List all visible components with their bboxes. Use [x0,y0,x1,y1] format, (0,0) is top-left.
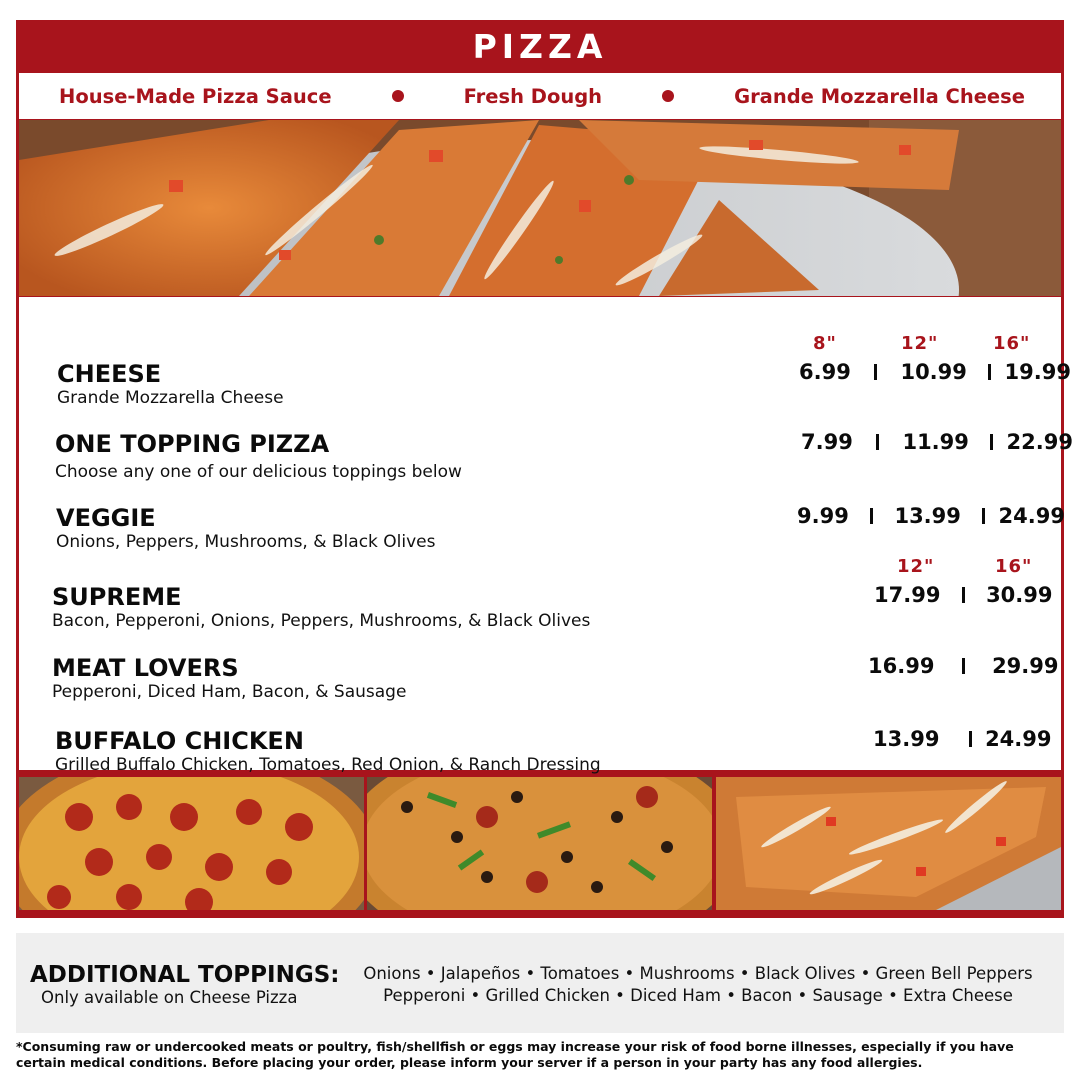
menu-panel [19,297,1073,775]
size-label-16: 16" [993,333,1031,354]
item-description: Bacon, Pepperoni, Onions, Peppers, Mushrooms, & Black Olives [52,611,591,631]
item-name: MEAT LOVERS [52,654,239,682]
feature-dough: Fresh Dough [463,84,603,108]
menu-item-supreme [52,585,590,631]
item-description: Grilled Buffalo Chicken, Tomatoes, Red Onion, & Ranch Dressing [55,755,601,775]
price-12: 16.99 [868,654,935,678]
menu-frame [16,20,1073,918]
feature-cheese: Grande Mozzarella Cheese [734,84,1025,108]
additional-toppings-title: ADDITIONAL TOPPINGS: [30,962,340,988]
menu-item-one-topping [55,432,462,482]
feature-sauce: House-Made Pizza Sauce [59,84,332,108]
bullet-dot [662,90,674,102]
item-description: Grande Mozzarella Cheese [57,388,284,408]
supreme-pizza-photo [367,777,712,910]
hero-pizza-illustration [19,120,1061,296]
toppings-line-2: Pepperoni • Grilled Chicken • Diced Ham • Bacon • Sausage • Extra Cheese [383,986,1013,1005]
size-label-12: 12" [901,333,939,354]
item-name: SUPREME [52,583,182,611]
menu-item-veggie [56,506,436,552]
feature-bar [19,73,1061,119]
toppings-line-1: Onions • Jalapeños • Tomatoes • Mushrooms • Black Olives • Green Bell Peppers [363,964,1033,983]
price-16: 30.99 [986,583,1053,607]
price-16: 19.99 [1004,360,1071,384]
allergy-disclaimer: *Consuming raw or undercooked meats or poultry, fish/shellfish or eggs may increase your risk of food borne illnesses, especially if you have certain medical conditions. Before placing your order, please inform your server if a person in your party has any food allergies. [16,1039,1014,1070]
item-name: CHEESE [57,360,162,388]
item-description: Pepperoni, Diced Ham, Bacon, & Sausage [52,682,407,702]
menu-item-buffalo-chicken [55,729,601,775]
menu-item-meat-lovers [52,656,406,702]
item-name: VEGGIE [56,504,156,532]
size-label-16: 16" [995,556,1033,577]
price-8: 9.99 [797,504,849,528]
price-12: 13.99 [873,727,940,751]
price-8: 6.99 [799,360,851,384]
additional-toppings-subtitle: Only available on Cheese Pizza [41,988,298,1007]
toppings-list [342,963,1054,1007]
price-row-meat-lovers [868,654,1059,678]
price-row-cheese [799,360,1071,384]
price-12: 17.99 [874,583,941,607]
price-row-one-topping [801,430,1073,454]
size-label-12: 12" [897,556,935,577]
hero-pizza-photo [19,120,1061,296]
page-title: PIZZA [472,26,608,66]
additional-toppings-panel [16,933,1064,1033]
buffalo-chicken-pizza-photo [716,777,1061,910]
pizza-photo-strip [19,777,1061,910]
item-description: Onions, Peppers, Mushrooms, & Black Olives [56,532,436,552]
price-8: 7.99 [801,430,853,454]
price-16: 22.99 [1006,430,1073,454]
price-row-supreme [874,583,1053,607]
price-12: 11.99 [902,430,969,454]
menu-item-cheese [57,362,284,408]
price-row-buffalo-chicken [873,727,1052,751]
size-label-8: 8" [813,333,837,354]
item-name: ONE TOPPING PIZZA [55,430,330,458]
title-bar [16,20,1064,72]
price-12: 10.99 [900,360,967,384]
price-16: 24.99 [985,727,1052,751]
bullet-dot [392,90,404,102]
pepperoni-pizza-photo [19,777,364,910]
price-12: 13.99 [894,504,961,528]
item-name: BUFFALO CHICKEN [55,727,304,755]
price-16: 24.99 [998,504,1065,528]
price-row-veggie [797,504,1065,528]
price-16: 29.99 [992,654,1059,678]
item-description: Choose any one of our delicious toppings below [55,462,462,482]
